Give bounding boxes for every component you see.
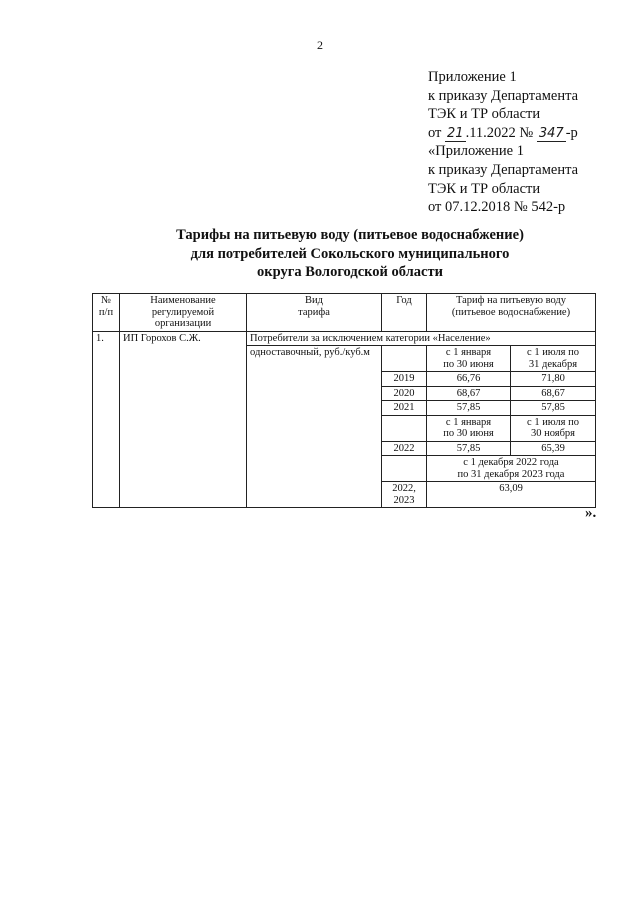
- header-organization: Наименование регулируемой организации: [120, 294, 247, 332]
- year-cell: 2020: [382, 386, 427, 401]
- appendix-line: к приказу Департамента: [428, 87, 579, 104]
- table-row: [93, 331, 596, 346]
- year-empty: [382, 456, 427, 482]
- tariff-type: одноставочный, руб./куб.м: [247, 346, 382, 508]
- header-tariff-type: Вид тарифа: [247, 294, 382, 332]
- title-line: округа Вологодской области: [257, 264, 443, 280]
- year-cell: 2021: [382, 401, 427, 416]
- appendix-line: от 07.12.2018 № 542-р: [428, 199, 566, 216]
- header-num: № п/п: [93, 294, 120, 332]
- period-header: с 1 января по 30 июня: [427, 415, 511, 441]
- year-cell: 2019: [382, 372, 427, 387]
- order-prefix: от: [428, 124, 442, 141]
- tariff-table: [92, 293, 596, 508]
- value-cell: 68,67: [511, 386, 596, 401]
- header-year: Год: [382, 294, 427, 332]
- appendix-line: к приказу Департамента: [428, 161, 579, 178]
- year-cell: 2022, 2023: [382, 482, 427, 508]
- table-header-row: [93, 294, 596, 332]
- handwritten-day: 21: [447, 125, 464, 141]
- appendix-line: ТЭК и ТР области: [428, 180, 541, 197]
- period-header: с 1 декабря 2022 года по 31 декабря 2023 года: [427, 456, 596, 482]
- value-cell: 65,39: [511, 441, 596, 456]
- period-header: с 1 июля по 30 ноября: [511, 415, 596, 441]
- value-cell: 57,85: [511, 401, 596, 416]
- organization-name: ИП Горохов С.Ж.: [120, 331, 247, 508]
- title-line: Тарифы на питьевую воду (питьевое водоснабжение): [176, 227, 524, 243]
- order-middle: .11.2022 №: [465, 124, 534, 141]
- value-cell: 63,09: [427, 482, 596, 508]
- title-line: для потребителей Сокольского муниципального: [190, 245, 510, 262]
- order-suffix: -р: [565, 124, 578, 141]
- handwritten-number: 347: [538, 125, 564, 141]
- page-number: 2: [317, 38, 323, 52]
- appendix-block: [428, 68, 578, 217]
- appendix-line: Приложение 1: [428, 69, 517, 85]
- value-cell: 71,80: [511, 372, 596, 387]
- consumers-category: Потребители за исключением категории «Население»: [247, 331, 596, 346]
- value-cell: 68,67: [427, 386, 511, 401]
- header-tariff: Тариф на питьевую воду (питьевое водоснабжение): [427, 294, 596, 332]
- row-number: 1.: [93, 331, 120, 508]
- value-cell: 66,76: [427, 372, 511, 387]
- year-empty: [382, 415, 427, 441]
- year-empty: [382, 346, 427, 372]
- appendix-order-line: [428, 124, 578, 143]
- document-title: [0, 226, 640, 282]
- closing-quote: ».: [585, 505, 597, 521]
- value-cell: 57,85: [427, 441, 511, 456]
- period-header: с 1 июля по 31 декабря: [511, 346, 596, 372]
- appendix-line: ТЭК и ТР области: [428, 106, 541, 123]
- year-cell: 2022: [382, 441, 427, 456]
- period-header: с 1 января по 30 июня: [427, 346, 511, 372]
- value-cell: 57,85: [427, 401, 511, 416]
- appendix-line: «Приложение 1: [428, 143, 524, 160]
